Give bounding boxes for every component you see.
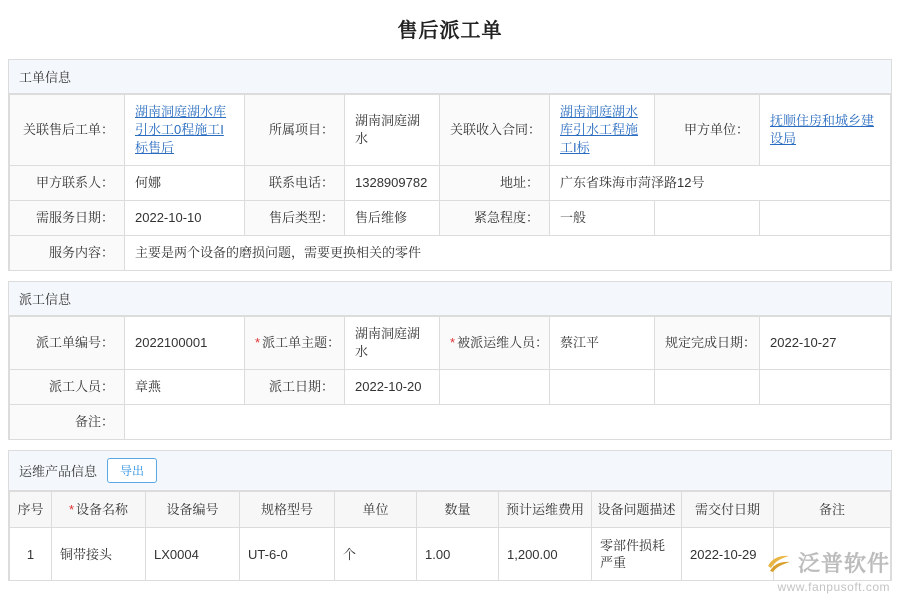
dispatcher-value: 章燕 xyxy=(125,370,245,405)
section-header-dispatch xyxy=(9,282,891,316)
cell-unit: 个 xyxy=(335,528,417,581)
col-unit: 单位 xyxy=(335,492,417,528)
related-order-label: 关联售后工单： xyxy=(10,95,125,166)
dispatch-operator-value: 蔡江平 xyxy=(550,317,655,370)
content-value: 主要是两个设备的磨损问题，需要更换相关的零件 xyxy=(125,236,891,271)
col-deliver-date: 需交付日期 xyxy=(682,492,774,528)
dispatch-no-label: 派工单编号： xyxy=(10,317,125,370)
related-order-value xyxy=(125,95,245,166)
watermark-name: 泛普软件 xyxy=(797,551,890,576)
contract-value xyxy=(550,95,655,166)
after-sale-type-value: 售后维修 xyxy=(345,201,440,236)
service-date-label: 需服务日期： xyxy=(10,201,125,236)
cell-issue: 零部件损耗严重 xyxy=(592,528,682,581)
party-a-link[interactable]: 抚顺住房和城乡建设局 xyxy=(770,113,875,146)
dispatch-date-label: 派工日期： xyxy=(245,370,345,405)
dispatch-subject-label-text: 派工单主题： xyxy=(262,335,341,350)
required-mark: * xyxy=(255,335,261,350)
col-cost: 预计运维费用 xyxy=(499,492,592,528)
col-spec: 规格型号 xyxy=(240,492,335,528)
address-value: 广东省珠海市菏泽路12号 xyxy=(550,166,891,201)
dispatcher-label: 派工人员： xyxy=(10,370,125,405)
section-dispatch xyxy=(8,281,892,440)
dispatch-subject-value: 湖南洞庭湖水 xyxy=(345,317,440,370)
empty-cell xyxy=(760,201,891,236)
empty-cell xyxy=(440,370,550,405)
contact-label: 甲方联系人： xyxy=(10,166,125,201)
col-issue: 设备问题描述 xyxy=(592,492,682,528)
section-header-work-order xyxy=(9,60,891,94)
dispatch-table xyxy=(9,316,891,440)
col-name xyxy=(52,492,146,528)
required-mark: * xyxy=(68,502,75,517)
dispatch-subject-label xyxy=(245,317,345,370)
phone-value: 1328909782 xyxy=(345,166,440,201)
col-seq: 序号 xyxy=(10,492,52,528)
due-date-value: 2022-10-27 xyxy=(760,317,891,370)
after-sale-type-label: 售后类型： xyxy=(245,201,345,236)
dispatch-operator-label xyxy=(440,317,550,370)
table-row xyxy=(10,317,891,370)
table-row[interactable] xyxy=(10,528,891,581)
party-a-label: 甲方单位： xyxy=(655,95,760,166)
section-title-work-order: 工单信息 xyxy=(19,70,72,85)
table-row xyxy=(10,95,891,166)
party-a-value xyxy=(760,95,891,166)
cell-spec: UT-6-0 xyxy=(240,528,335,581)
section-title-dispatch: 派工信息 xyxy=(19,292,72,307)
cell-qty: 1.00 xyxy=(417,528,499,581)
address-label: 地址： xyxy=(440,166,550,201)
table-row xyxy=(10,166,891,201)
table-row xyxy=(10,236,891,271)
empty-cell xyxy=(760,370,891,405)
page-title: 售后派工单 xyxy=(397,20,503,42)
empty-cell xyxy=(655,201,760,236)
cell-remark xyxy=(774,528,891,581)
empty-cell xyxy=(550,370,655,405)
table-row xyxy=(10,370,891,405)
remark-label: 备注： xyxy=(10,405,125,440)
table-header-row xyxy=(10,492,891,528)
col-qty: 数量 xyxy=(417,492,499,528)
contract-link[interactable]: 湖南洞庭湖水库引水工程施工I标 xyxy=(560,104,639,155)
dispatch-date-value: 2022-10-20 xyxy=(345,370,440,405)
related-order-link[interactable]: 湖南洞庭湖水库引水工0程施工I标售后 xyxy=(135,104,227,155)
due-date-label: 规定完成日期： xyxy=(655,317,760,370)
col-remark: 备注 xyxy=(774,492,891,528)
required-mark: * xyxy=(450,335,456,350)
cell-name: 铜带接头 xyxy=(52,528,146,581)
empty-cell xyxy=(655,370,760,405)
cell-code: LX0004 xyxy=(146,528,240,581)
contact-value: 何娜 xyxy=(125,166,245,201)
section-body-dispatch xyxy=(9,316,891,440)
section-body-products xyxy=(9,491,891,581)
section-header-products xyxy=(9,451,891,491)
products-table xyxy=(9,491,891,581)
content-label: 服务内容： xyxy=(10,236,125,271)
table-row xyxy=(10,201,891,236)
work-order-table xyxy=(9,94,891,271)
cell-cost: 1,200.00 xyxy=(499,528,592,581)
project-value: 湖南洞庭湖水 xyxy=(345,95,440,166)
project-label: 所属项目： xyxy=(245,95,345,166)
urgency-value: 一般 xyxy=(550,201,655,236)
section-products xyxy=(8,450,892,581)
contract-label: 关联收入合同： xyxy=(440,95,550,166)
cell-seq: 1 xyxy=(10,528,52,581)
phone-label: 联系电话： xyxy=(245,166,345,201)
urgency-label: 紧急程度： xyxy=(440,201,550,236)
export-button[interactable]: 导出 xyxy=(107,458,157,483)
cell-deliver-date: 2022-10-29 xyxy=(682,528,774,581)
section-work-order xyxy=(8,59,892,271)
col-code: 设备编号 xyxy=(146,492,240,528)
remark-value xyxy=(125,405,891,440)
section-body-work-order xyxy=(9,94,891,271)
dispatch-no-value: 2022100001 xyxy=(125,317,245,370)
table-row xyxy=(10,405,891,440)
watermark-url: www.fanpusoft.com xyxy=(777,580,890,594)
service-date-value: 2022-10-10 xyxy=(125,201,245,236)
col-name-text: 设备名称 xyxy=(76,502,129,517)
dispatch-operator-label-text: 被派运维人员： xyxy=(457,335,549,350)
section-title-products: 运维产品信息 xyxy=(19,464,98,479)
